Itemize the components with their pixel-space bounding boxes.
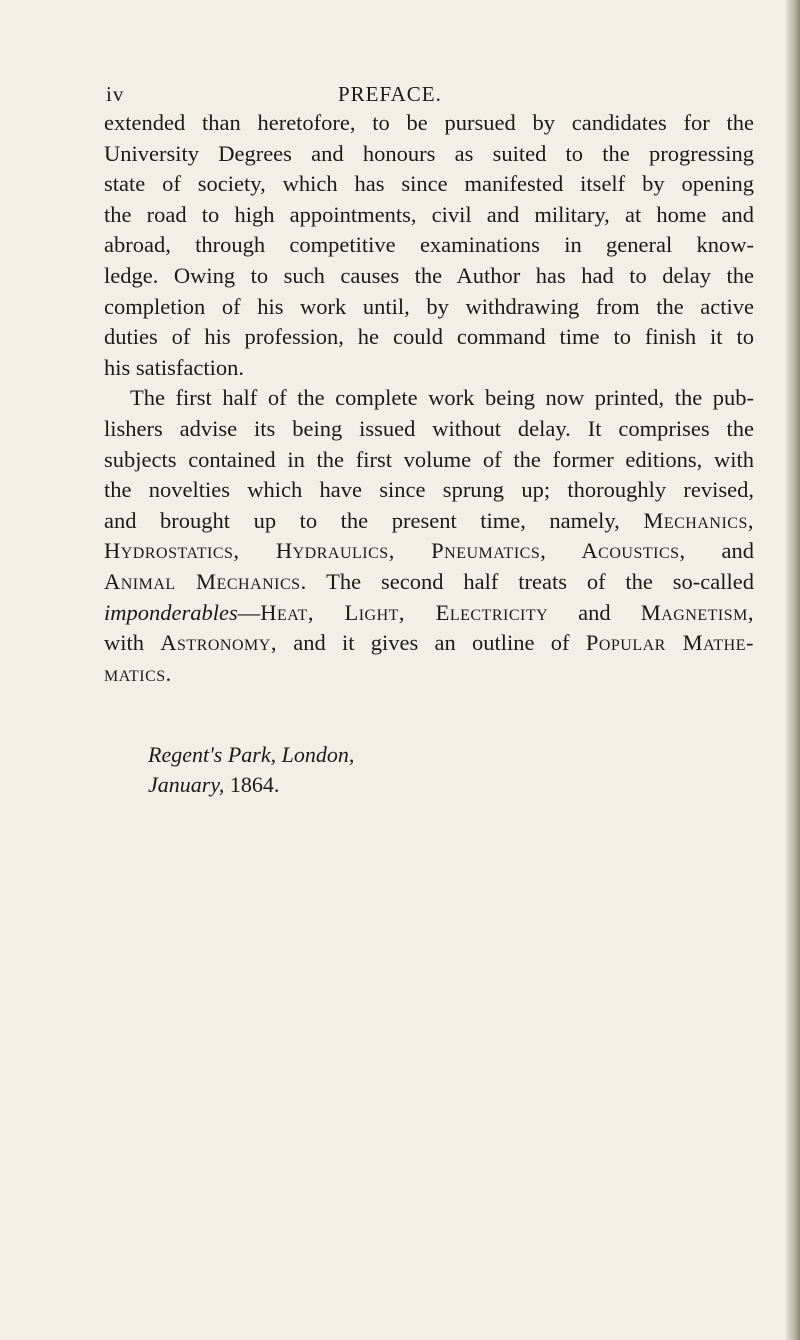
text-line: University Degrees and honours as suited to the progressing xyxy=(104,140,754,166)
text-line: abroad, through competitive examinations in general know- xyxy=(104,232,754,258)
text-run: and it gives an outline of xyxy=(276,630,586,656)
text-run: — xyxy=(237,599,261,625)
signature-block xyxy=(148,740,354,800)
subject-magnetism: Magnetism, xyxy=(640,599,754,625)
subject-list: Hydrostatics, Hydraulics, Pneumatics, Acoustics, xyxy=(104,538,686,564)
preface-text xyxy=(104,108,754,689)
text-line: subjects contained in the first volume of the former editions, with xyxy=(104,446,754,472)
subject-heat-light-electricity: Heat, Light, Electricity xyxy=(260,599,549,625)
text-line: ledge. Owing to such causes the Author has had to delay the xyxy=(104,262,754,288)
signature-place xyxy=(148,740,354,770)
place-name: Regent's Park, xyxy=(148,742,277,767)
text-line: The first half of the complete work being now printed, the pub- xyxy=(130,385,754,411)
text-line: the novelties which have since sprung up; thoroughly revised, xyxy=(104,477,754,503)
text-line: his satisfaction. xyxy=(104,354,244,380)
text-line xyxy=(104,567,754,598)
text-line: state of society, which has since manifested itself by opening xyxy=(104,171,754,197)
subject-mechanics: Mechanics, xyxy=(643,507,754,533)
text-run: and xyxy=(685,538,754,564)
city-name: London, xyxy=(276,742,355,767)
month: January, xyxy=(148,772,225,797)
signature-date xyxy=(148,770,354,800)
text-line: completion of his work until, by withdrawing from the active xyxy=(104,293,754,319)
subject-astronomy: Astronomy, xyxy=(160,630,277,656)
text-run: with xyxy=(104,630,161,656)
term-imponderables: imponderables xyxy=(104,599,238,625)
text-line xyxy=(104,598,754,629)
text-line: extended than heretofore, to be pursued by candidates for the xyxy=(104,110,754,135)
subject-animal-mechanics: Animal Mechanics. xyxy=(104,568,307,594)
text-line: lishers advise its being issued without delay. It comprises the xyxy=(104,415,754,441)
text-line: the road to high appointments, civil and military, at home and xyxy=(104,201,754,227)
text-run: The second half treats of the so-called xyxy=(306,568,755,594)
running-head: PREFACE. xyxy=(338,82,442,106)
text-line: matics. xyxy=(104,660,172,686)
page-edge-shadow xyxy=(786,0,800,1340)
text-line: duties of his profession, he could command time to finish it to xyxy=(104,324,754,350)
text-run: and xyxy=(548,599,641,625)
year: 1864. xyxy=(224,772,280,797)
page-number: iv xyxy=(106,82,125,106)
text-line xyxy=(104,628,754,659)
text-line xyxy=(104,536,754,567)
subject-popular-mathematics: Popular Mathe- xyxy=(585,630,755,656)
text-run: and brought up to the present time, namely, xyxy=(104,507,644,533)
text-line xyxy=(104,506,754,537)
